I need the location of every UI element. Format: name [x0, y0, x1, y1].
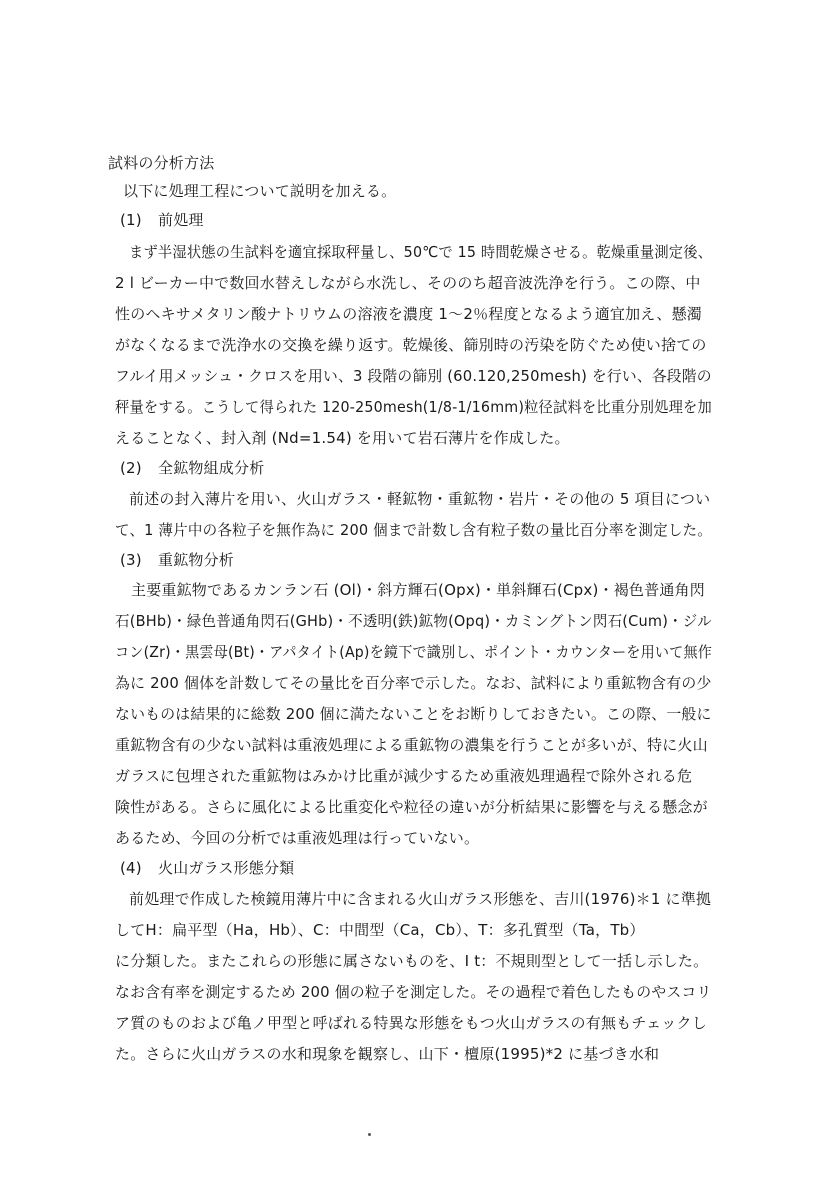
- section-1-heading: [120, 210, 204, 230]
- paragraph-line: 秤量をする。こうして得られた 120-250mesh(1/8-1/16mm)粒径試料を比重分別処理を加: [115, 398, 712, 416]
- section-title: 全鉱物組成分析: [158, 459, 265, 477]
- paragraph-line: ア質のものおよび亀ノ甲型と呼ばれる特異な形態をもつ火山ガラスの有無もチェックし: [115, 1014, 707, 1032]
- paragraph-line: た。さらに火山ガラスの水和現象を観察し、山下・檀原(1995)*2 に基づき水和: [115, 1045, 660, 1063]
- section-number: (3): [120, 551, 142, 569]
- paragraph-line: 石(BHb)・緑色普通角閃石(GHb)・不透明(鉄)鉱物(Opq)・カミングトン閃石(Cum)・ジル: [115, 612, 712, 630]
- paragraph-line: ないものは結果的に総数 200 個に満たないことをお断りしておきたい。この際、一般に: [115, 705, 712, 723]
- scan-speck: [368, 1133, 371, 1136]
- section-4-heading: [120, 858, 294, 878]
- paragraph-line: て、1 薄片中の各粒子を無作為に 200 個まで計数し含有粒子数の量比百分率を測定した。: [115, 521, 713, 539]
- section-number: (2): [120, 459, 142, 477]
- section-3-heading: [120, 550, 234, 570]
- paragraph-line: フルイ用メッシュ・クロスを用い、3 段階の篩別 (60.120,250mesh) を行い、各段階の: [115, 367, 712, 385]
- intro-text: 以下に処理工程について説明を加える。: [123, 182, 397, 200]
- section-title: 重鉱物分析: [158, 551, 235, 569]
- document-title: 試料の分析方法: [108, 154, 215, 172]
- paragraph-line: 険性がある。さらに風化による比重変化や粒径の違いが分析結果に影響を与える懸念が: [115, 798, 708, 816]
- paragraph-line: まず半湿状態の生試料を適宜採取秤量し、50℃で 15 時間乾燥させる。乾燥重量測定後、: [129, 243, 713, 261]
- paragraph-line: 2 l ビーカー中で数回水替えしながら水洗し、そののち超音波洗浄を行う。この際、中: [115, 274, 701, 292]
- paragraph-line: あるため、今回の分析では重液処理は行っていない。: [115, 829, 480, 847]
- paragraph-line: コン(Zr)・黒雲母(Bt)・アパタイト(Ap)を鏡下で識別し、ポイント・カウンターを用いて無作: [115, 643, 713, 661]
- paragraph-line: 前述の封入薄片を用い、火山ガラス・軽鉱物・重鉱物・岩片・その他の 5 項目につい: [129, 490, 711, 508]
- paragraph-line: なお含有率を測定するため 200 個の粒子を測定した。その過程で着色したものやスコリ: [115, 983, 712, 1001]
- paragraph-line: 為に 200 個体を計数してその量比を百分率で示した。なお、試料により重鉱物含有の少: [115, 674, 712, 692]
- paragraph-line: してH：扁平型（Ha，Hb）、C：中間型（Ca，Cb）、T：多孔質型（Ta，Tb）: [115, 921, 645, 939]
- paragraph-line: えることなく、封入剤 (Nd=1.54) を用いて岩石薄片を作成した。: [115, 429, 570, 447]
- paragraph-line: に分類した。またこれらの形態に属さないものを、I t：不規則型として一括し示した。: [115, 952, 709, 970]
- section-title: 前処理: [158, 211, 204, 229]
- section-2-heading: [120, 458, 264, 478]
- section-number: (4): [120, 859, 142, 877]
- paragraph-line: 主要重鉱物であるカンラン石 (Ol)・斜方輝石(Opx)・単斜輝石(Cpx)・褐色普通角閃: [131, 581, 705, 599]
- paragraph-line: ガラスに包埋された重鉱物はみかけ比重が減少するため重液処理過程で除外される危: [115, 767, 693, 785]
- section-title: 火山ガラス形態分類: [158, 859, 295, 877]
- paragraph-line: がなくなるまで洗浄水の交換を繰り返す。乾燥後、篩別時の汚染を防ぐため使い捨ての: [115, 336, 707, 354]
- paragraph-line: 性のヘキサメタリン酸ナトリウムの溶液を濃度 1～2％程度となるよう適宜加え、懸濁: [115, 305, 703, 323]
- paragraph-line: 前処理で作成した検鏡用薄片中に含まれる火山ガラス形態を、吉川(1976)＊1 に準拠: [129, 890, 712, 908]
- section-number: (1): [120, 211, 142, 229]
- paragraph-line: 重鉱物含有の少ない試料は重液処理による重鉱物の濃集を行うことが多いが、特に火山: [115, 736, 708, 754]
